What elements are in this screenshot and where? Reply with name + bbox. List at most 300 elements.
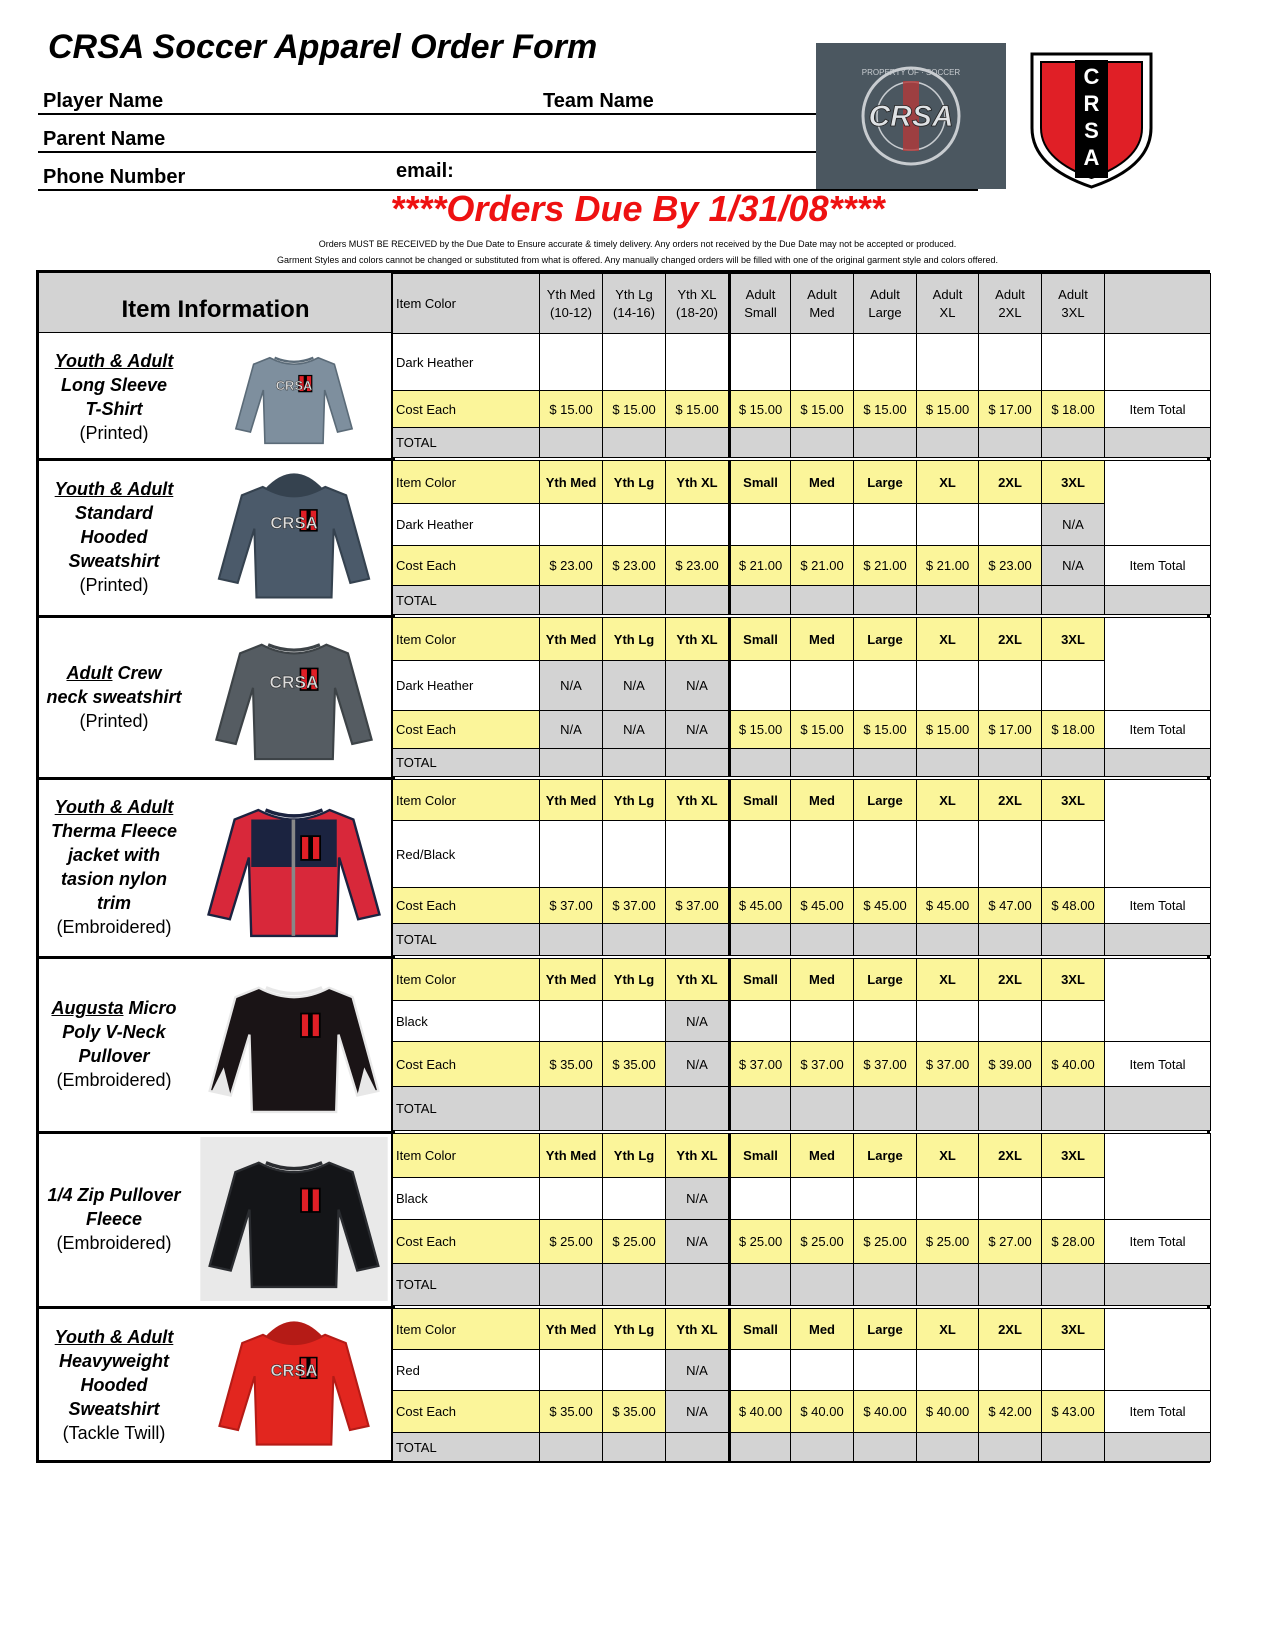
- size-header-2: Yth XL: [665, 460, 729, 504]
- total-cell[interactable]: [978, 585, 1042, 615]
- price-cell: $ 15.00: [602, 390, 666, 428]
- total-cell[interactable]: [1104, 1263, 1211, 1306]
- long-sleeve-tshirt-image: [199, 340, 389, 453]
- item-description: 1/4 Zip Pullover Fleece (Embroidered): [47, 1185, 181, 1253]
- total-cell[interactable]: [665, 923, 729, 956]
- total-cell[interactable]: [728, 1263, 791, 1306]
- qty-input-med[interactable]: [790, 1177, 854, 1220]
- price-cell: $ 37.00: [728, 1041, 791, 1087]
- item-total-label: Item Total: [1104, 390, 1211, 428]
- price-cell: $ 45.00: [790, 887, 854, 924]
- price-cell: $ 35.00: [539, 1390, 603, 1433]
- item-header-blank: [1104, 958, 1211, 1042]
- total-cell[interactable]: [1041, 1432, 1105, 1462]
- total-cell[interactable]: [602, 1086, 666, 1131]
- order-table: [36, 270, 1210, 1463]
- zip-pullover-fleece-image: [199, 1137, 389, 1301]
- size-header-3: Small: [728, 460, 791, 504]
- fine-print-line-1: Orders MUST BE RECEIVED by the Due Date to Ensure accurate & timely delivery. Any orders not received by the Due Date may not be accepted or produced.: [318, 239, 957, 249]
- price-cell: $ 15.00: [853, 390, 917, 428]
- price-cell: $ 21.00: [728, 545, 791, 586]
- qty-input-med[interactable]: [790, 1000, 854, 1042]
- qty-input-yth-med[interactable]: [539, 1177, 603, 1220]
- total-cell[interactable]: [853, 1432, 917, 1462]
- total-cell[interactable]: [539, 923, 603, 956]
- player-name-field[interactable]: [38, 113, 816, 115]
- cost-each-label: Cost Each: [392, 887, 540, 924]
- total-cell[interactable]: [602, 1263, 666, 1306]
- shield-letter-r: R: [1083, 91, 1100, 116]
- price-cell: $ 40.00: [790, 1390, 854, 1433]
- price-cell: N/A: [1041, 545, 1105, 586]
- item-total-label: Item Total: [1104, 710, 1211, 749]
- total-cell[interactable]: [978, 1086, 1042, 1131]
- total-cell[interactable]: [978, 1263, 1042, 1306]
- total-cell[interactable]: [728, 748, 791, 777]
- total-cell[interactable]: [790, 1263, 854, 1306]
- total-cell[interactable]: [539, 427, 603, 458]
- total-cell[interactable]: [790, 1432, 854, 1462]
- total-cell[interactable]: [1041, 1086, 1105, 1131]
- qty-input-yth-lg[interactable]: [602, 1177, 666, 1220]
- qty-input-yth-xl[interactable]: [665, 503, 729, 546]
- total-cell[interactable]: [853, 748, 917, 777]
- section-divider: [39, 1306, 395, 1309]
- size-header-1: Yth Lg (14-16): [602, 273, 666, 334]
- total-cell[interactable]: [853, 585, 917, 615]
- total-cell[interactable]: [916, 427, 979, 458]
- parent-name-field[interactable]: [38, 151, 816, 153]
- total-label: TOTAL: [392, 585, 540, 615]
- price-cell: N/A: [539, 710, 603, 749]
- qty-input-3xl[interactable]: [1041, 660, 1105, 711]
- total-cell[interactable]: [978, 748, 1042, 777]
- item-description: Youth & Adult Heavyweight Hooded Sweatshirt (Tackle Twill): [54, 1326, 174, 1443]
- total-cell[interactable]: [978, 427, 1042, 458]
- size-header-7: 2XL: [978, 617, 1042, 661]
- total-cell[interactable]: [1041, 1263, 1105, 1306]
- size-header-blank: [1104, 273, 1211, 334]
- qty-input-yth-lg[interactable]: [602, 333, 666, 391]
- total-cell[interactable]: [728, 1432, 791, 1462]
- qty-input-yth-xl[interactable]: [665, 333, 729, 391]
- item-total-label: Item Total: [1104, 545, 1211, 586]
- qty-input-3xl[interactable]: [1041, 820, 1105, 888]
- size-header-4: Med: [790, 1308, 854, 1350]
- total-label: TOTAL: [392, 1432, 540, 1462]
- total-cell[interactable]: [602, 923, 666, 956]
- qty-input-small[interactable]: [728, 503, 791, 546]
- total-cell[interactable]: [1104, 748, 1211, 777]
- total-cell[interactable]: [916, 748, 979, 777]
- cost-each-label: Cost Each: [392, 545, 540, 586]
- qty-input-xl[interactable]: [916, 1349, 979, 1391]
- total-cell[interactable]: [916, 1432, 979, 1462]
- total-cell[interactable]: [539, 1086, 603, 1131]
- size-header-1: Yth Lg: [602, 1133, 666, 1178]
- cost-each-label: Cost Each: [392, 1041, 540, 1087]
- qty-input-yth-xl[interactable]: [665, 820, 729, 888]
- qty-input-2xl[interactable]: [978, 333, 1042, 391]
- total-cell[interactable]: [602, 585, 666, 615]
- qty-input-med[interactable]: [790, 820, 854, 888]
- qty-input-large[interactable]: [853, 503, 917, 546]
- total-label: TOTAL: [392, 923, 540, 956]
- total-cell[interactable]: [1041, 427, 1105, 458]
- size-header-0: Yth Med (10-12): [539, 273, 603, 334]
- size-header-7: 2XL: [978, 779, 1042, 821]
- qty-input-large[interactable]: [853, 1000, 917, 1042]
- section-divider: [39, 777, 395, 780]
- player-name-label: Player Name: [43, 90, 164, 112]
- color-name-cell: Dark Heather: [392, 660, 540, 711]
- size-header-6: XL: [916, 460, 979, 504]
- total-label: TOTAL: [392, 427, 540, 458]
- logo-word: CRSA: [868, 100, 954, 133]
- size-header-2: Yth XL: [665, 617, 729, 661]
- total-cell[interactable]: [602, 427, 666, 458]
- qty-input-yth-lg[interactable]: [602, 1349, 666, 1391]
- price-cell: $ 17.00: [978, 390, 1042, 428]
- item-information-header: Item Information: [39, 273, 392, 333]
- total-cell[interactable]: [665, 748, 729, 777]
- qty-input-yth-xl: N/A: [665, 660, 729, 711]
- size-header-3: Adult Small: [728, 273, 791, 334]
- item-color-header: Item Color: [392, 958, 540, 1001]
- color-name-cell: Red/Black: [392, 820, 540, 888]
- crsa-shield-logo: [1028, 50, 1155, 190]
- size-header-3: Small: [728, 958, 791, 1001]
- email-label: email:: [396, 160, 454, 182]
- total-cell[interactable]: [853, 923, 917, 956]
- item-total-label: Item Total: [1104, 1219, 1211, 1264]
- size-header-4: Med: [790, 617, 854, 661]
- total-cell[interactable]: [602, 1432, 666, 1462]
- qty-input-xl[interactable]: [916, 1000, 979, 1042]
- size-header-6: XL: [916, 779, 979, 821]
- qty-input-yth-med[interactable]: [539, 820, 603, 888]
- qty-input-med[interactable]: [790, 503, 854, 546]
- color-name-cell: Dark Heather: [392, 503, 540, 546]
- vneck-pullover-image: [199, 962, 389, 1126]
- size-header-1: Yth Lg: [602, 1308, 666, 1350]
- size-header-6: XL: [916, 1133, 979, 1178]
- qty-input-3xl[interactable]: [1041, 1000, 1105, 1042]
- cost-each-label: Cost Each: [392, 1219, 540, 1264]
- size-header-1: Yth Lg: [602, 460, 666, 504]
- item-color-header: Item Color: [392, 779, 540, 821]
- qty-input-xl[interactable]: [916, 1177, 979, 1220]
- qty-input-xl[interactable]: [916, 660, 979, 711]
- size-header-0: Yth Med: [539, 617, 603, 661]
- price-cell: $ 45.00: [916, 887, 979, 924]
- size-header-3: Small: [728, 779, 791, 821]
- qty-input-large[interactable]: [853, 333, 917, 391]
- total-cell[interactable]: [916, 1086, 979, 1131]
- red-hooded-sweatshirt-image: [199, 1312, 389, 1457]
- price-cell: $ 25.00: [853, 1219, 917, 1264]
- price-cell: $ 25.00: [602, 1219, 666, 1264]
- price-cell: $ 15.00: [853, 710, 917, 749]
- qty-input-large[interactable]: [853, 820, 917, 888]
- qty-input-small[interactable]: [728, 820, 791, 888]
- item-total-label: Item Total: [1104, 1390, 1211, 1433]
- price-cell: $ 37.00: [853, 1041, 917, 1087]
- total-cell[interactable]: [1104, 585, 1211, 615]
- price-cell: $ 15.00: [916, 390, 979, 428]
- item-header-blank: [1104, 1133, 1211, 1220]
- price-cell: $ 28.00: [1041, 1219, 1105, 1264]
- price-cell: $ 23.00: [665, 545, 729, 586]
- total-cell[interactable]: [665, 1086, 729, 1131]
- qty-input-yth-med: N/A: [539, 660, 603, 711]
- parent-name-label: Parent Name: [43, 128, 166, 150]
- total-cell[interactable]: [665, 585, 729, 615]
- price-cell: $ 37.00: [790, 1041, 854, 1087]
- qty-input-xl[interactable]: [916, 503, 979, 546]
- qty-input-xl[interactable]: [916, 333, 979, 391]
- qty-input-yth-med[interactable]: [539, 1349, 603, 1391]
- total-cell[interactable]: [728, 585, 791, 615]
- size-header-3: Small: [728, 617, 791, 661]
- form-title: CRSA Soccer Apparel Order Form: [48, 28, 598, 66]
- qty-input-med[interactable]: [790, 333, 854, 391]
- hooded-sweatshirt-image: [199, 464, 389, 610]
- price-cell: $ 40.00: [1041, 1041, 1105, 1087]
- price-cell: $ 35.00: [539, 1041, 603, 1087]
- qty-input-2xl[interactable]: [978, 1177, 1042, 1220]
- total-cell[interactable]: [728, 923, 791, 956]
- qty-input-yth-lg[interactable]: [602, 1000, 666, 1042]
- shield-letter-s: S: [1084, 118, 1099, 143]
- price-cell: $ 25.00: [790, 1219, 854, 1264]
- qty-input-yth-lg[interactable]: [602, 820, 666, 888]
- size-header-7: 2XL: [978, 460, 1042, 504]
- qty-input-small[interactable]: [728, 1349, 791, 1391]
- fine-print-line-2: Garment Styles and colors cannot be changed or substituted from what is offered. Any manually changed orders will be filled with one of the original garment style and colors offered.: [276, 255, 999, 265]
- size-header-8: Adult 3XL: [1041, 273, 1105, 334]
- color-name-cell: Red: [392, 1349, 540, 1391]
- total-cell[interactable]: [665, 427, 729, 458]
- size-header-2: Yth XL: [665, 958, 729, 1001]
- qty-input-yth-med[interactable]: [539, 1000, 603, 1042]
- svg-text:CRSA: CRSA: [269, 671, 319, 692]
- total-cell[interactable]: [665, 1432, 729, 1462]
- size-header-8: 3XL: [1041, 779, 1105, 821]
- qty-input-yth-med[interactable]: [539, 503, 603, 546]
- qty-input-yth-lg[interactable]: [602, 503, 666, 546]
- qty-input-yth-lg: N/A: [602, 660, 666, 711]
- qty-input-small[interactable]: [728, 1000, 791, 1042]
- item-total-label: Item Total: [1104, 1041, 1211, 1087]
- size-header-5: Large: [853, 1308, 917, 1350]
- qty-input-yth-xl: N/A: [665, 1349, 729, 1391]
- total-cell[interactable]: [539, 585, 603, 615]
- price-cell: N/A: [665, 1041, 729, 1087]
- total-cell[interactable]: [916, 585, 979, 615]
- shield-letter-c: C: [1083, 64, 1100, 89]
- logo-ring-text: PROPERTY OF · SOCCER: [861, 68, 961, 77]
- total-label: TOTAL: [392, 748, 540, 777]
- qty-input-2xl[interactable]: [978, 660, 1042, 711]
- qty-input-small[interactable]: [728, 1177, 791, 1220]
- price-cell: $ 18.00: [1041, 710, 1105, 749]
- total-cell[interactable]: [790, 923, 854, 956]
- size-header-2: Yth XL: [665, 1133, 729, 1178]
- qty-input-small[interactable]: [728, 660, 791, 711]
- size-header-0: Yth Med: [539, 779, 603, 821]
- size-header-1: Yth Lg: [602, 779, 666, 821]
- price-cell: $ 15.00: [665, 390, 729, 428]
- item-description: Augusta Micro Poly V-Neck Pullover (Embroidered): [51, 998, 177, 1090]
- total-cell[interactable]: [790, 1086, 854, 1131]
- total-cell[interactable]: [790, 585, 854, 615]
- total-label: TOTAL: [392, 1263, 540, 1306]
- size-header-7: 2XL: [978, 1308, 1042, 1350]
- phone-number-label: Phone Number: [43, 166, 186, 188]
- item-description: Adult Crew neck sweatshirt (Printed): [46, 662, 182, 731]
- qty-input-2xl[interactable]: [978, 820, 1042, 888]
- item-description: Youth & Adult Long Sleeve T-Shirt (Printed): [54, 350, 174, 443]
- price-cell: $ 47.00: [978, 887, 1042, 924]
- size-header-0: Yth Med: [539, 1308, 603, 1350]
- total-cell[interactable]: [728, 427, 791, 458]
- price-cell: $ 18.00: [1041, 390, 1105, 428]
- price-cell: $ 15.00: [790, 390, 854, 428]
- qty-input-yth-med[interactable]: [539, 333, 603, 391]
- cost-each-label: Cost Each: [392, 390, 540, 428]
- total-cell[interactable]: [1104, 427, 1211, 458]
- item-color-header: Item Color: [392, 1133, 540, 1178]
- size-header-5: Large: [853, 617, 917, 661]
- total-label: TOTAL: [392, 1086, 540, 1131]
- qty-input-large[interactable]: [853, 1177, 917, 1220]
- qty-blank: [1104, 333, 1211, 391]
- price-cell: $ 17.00: [978, 710, 1042, 749]
- price-cell: $ 45.00: [853, 887, 917, 924]
- total-cell[interactable]: [853, 427, 917, 458]
- price-cell: $ 39.00: [978, 1041, 1042, 1087]
- price-cell: N/A: [665, 710, 729, 749]
- total-cell[interactable]: [1104, 1086, 1211, 1131]
- total-cell[interactable]: [978, 1432, 1042, 1462]
- color-name-cell: Dark Heather: [392, 333, 540, 391]
- crew-sweatshirt-image: [199, 621, 389, 772]
- cost-each-label: Cost Each: [392, 710, 540, 749]
- size-header-7: Adult 2XL: [978, 273, 1042, 334]
- item-color-header: Item Color: [392, 617, 540, 661]
- price-cell: $ 25.00: [916, 1219, 979, 1264]
- qty-input-large[interactable]: [853, 660, 917, 711]
- price-cell: $ 40.00: [916, 1390, 979, 1433]
- item-color-header: Item Color: [392, 460, 540, 504]
- total-cell[interactable]: [1104, 923, 1211, 956]
- total-cell[interactable]: [539, 1432, 603, 1462]
- price-cell: $ 35.00: [602, 1041, 666, 1087]
- qty-input-3xl[interactable]: [1041, 1177, 1105, 1220]
- total-cell[interactable]: [539, 748, 603, 777]
- price-cell: $ 15.00: [916, 710, 979, 749]
- qty-input-2xl[interactable]: [978, 1000, 1042, 1042]
- qty-input-3xl[interactable]: [1041, 333, 1105, 391]
- section-divider: [39, 956, 395, 959]
- size-header-5: Large: [853, 460, 917, 504]
- total-cell[interactable]: [1041, 923, 1105, 956]
- price-cell: N/A: [665, 1390, 729, 1433]
- color-name-cell: Black: [392, 1177, 540, 1220]
- item-header-blank: [1104, 460, 1211, 546]
- size-header-5: Large: [853, 779, 917, 821]
- qty-input-med[interactable]: [790, 1349, 854, 1391]
- total-cell[interactable]: [1104, 1432, 1211, 1462]
- price-cell: $ 37.00: [916, 1041, 979, 1087]
- price-cell: $ 25.00: [539, 1219, 603, 1264]
- size-header-3: Small: [728, 1308, 791, 1350]
- total-cell[interactable]: [978, 923, 1042, 956]
- price-cell: $ 37.00: [539, 887, 603, 924]
- svg-text:CRSA: CRSA: [270, 1361, 318, 1381]
- total-cell[interactable]: [1041, 585, 1105, 615]
- size-header-3: Small: [728, 1133, 791, 1178]
- section-divider: [39, 1131, 395, 1134]
- total-cell[interactable]: [790, 748, 854, 777]
- size-header-8: 3XL: [1041, 1308, 1105, 1350]
- price-cell: $ 42.00: [978, 1390, 1042, 1433]
- qty-input-xl[interactable]: [916, 820, 979, 888]
- svg-text:CRSA: CRSA: [270, 513, 318, 533]
- size-header-5: Adult Large: [853, 273, 917, 334]
- size-header-2: Yth XL: [665, 1308, 729, 1350]
- total-cell[interactable]: [539, 1263, 603, 1306]
- item-description: Youth & Adult Therma Fleece jacket with tasion nylon trim (Embroidered): [50, 797, 178, 937]
- section-divider: [39, 615, 395, 618]
- total-cell[interactable]: [602, 748, 666, 777]
- price-cell: $ 48.00: [1041, 887, 1105, 924]
- total-cell[interactable]: [665, 1263, 729, 1306]
- size-header-4: Med: [790, 958, 854, 1001]
- size-header-7: 2XL: [978, 958, 1042, 1001]
- qty-input-2xl[interactable]: [978, 503, 1042, 546]
- price-cell: $ 23.00: [602, 545, 666, 586]
- total-cell[interactable]: [853, 1263, 917, 1306]
- size-header-5: Large: [853, 958, 917, 1001]
- price-cell: $ 15.00: [539, 390, 603, 428]
- total-cell[interactable]: [1041, 748, 1105, 777]
- size-header-2: Yth XL: [665, 779, 729, 821]
- price-cell: $ 21.00: [790, 545, 854, 586]
- price-cell: N/A: [602, 710, 666, 749]
- item-color-header: Item Color: [392, 1308, 540, 1350]
- price-cell: $ 15.00: [728, 710, 791, 749]
- qty-input-small[interactable]: [728, 333, 791, 391]
- total-cell[interactable]: [853, 1086, 917, 1131]
- qty-input-3xl[interactable]: [1041, 1349, 1105, 1391]
- total-cell[interactable]: [790, 427, 854, 458]
- price-cell: $ 23.00: [539, 545, 603, 586]
- price-cell: $ 37.00: [665, 887, 729, 924]
- total-cell[interactable]: [916, 1263, 979, 1306]
- info-column-divider: [391, 273, 393, 1460]
- total-cell[interactable]: [916, 923, 979, 956]
- qty-input-med[interactable]: [790, 660, 854, 711]
- size-header-8: 3XL: [1041, 1133, 1105, 1178]
- item-color-header: Item Color: [392, 273, 540, 334]
- qty-input-large[interactable]: [853, 1349, 917, 1391]
- total-cell[interactable]: [728, 1086, 791, 1131]
- qty-input-2xl[interactable]: [978, 1349, 1042, 1391]
- team-name-label: Team Name: [543, 90, 654, 112]
- size-header-0: Yth Med: [539, 460, 603, 504]
